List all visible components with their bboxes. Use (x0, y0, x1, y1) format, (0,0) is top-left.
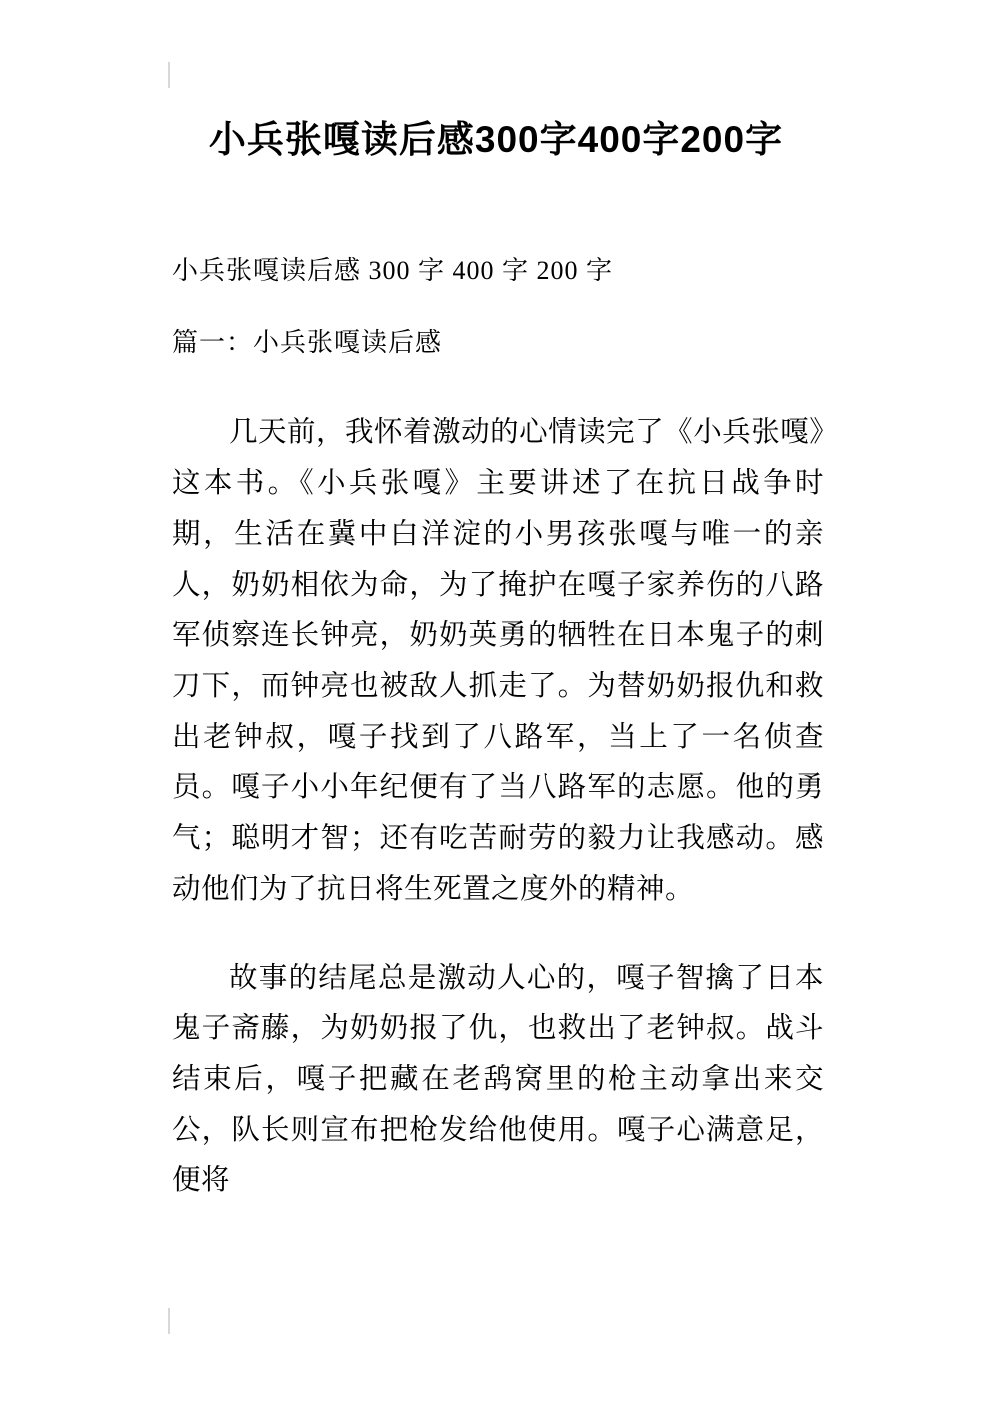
page-title: 小兵张嘎读后感300字400字200字 (208, 119, 784, 160)
section-heading: 篇一：小兵张嘎读后感 (172, 328, 443, 358)
document-body (0, 258, 992, 1207)
body-paragraph-2: 故事的结尾总是激动人心的，嘎子智擒了日本鬼子斋藤，为奶奶报了仇，也救出了老钟叔。战斗结束后，嘎子把藏在老鸹窝里的枪主动拿出来交公，队长则宣布把枪发给他使用。嘎子心满意足，便将 (172, 962, 824, 1197)
page-edge-mark-top (168, 62, 170, 88)
lead-line: 小兵张嘎读后感 300 字 400 字 200 字 (172, 256, 614, 286)
paragraph-spacer (172, 946, 824, 954)
body-paragraph-1: 几天前，我怀着激动的心情读完了《小兵张嘎》这本书。《小兵张嘎》主要讲述了在抗日战争时期，生活在冀中白洋淀的小男孩张嘎与唯一的亲人，奶奶相依为命，为了掩护在嘎子家养伤的八路军侦察连长钟亮，奶奶英勇的牺牲在日本鬼子的刺刀下，而钟亮也被敌人抓走了。为替奶奶报仇和救出老钟叔，嘎子找到了八路军，当上了一名侦查员。嘎子小小年纪便有了当八路军的志愿。他的勇气；聪明才智；还有吃苦耐劳的毅力让我感动。感动他们为了抗日将生死置之度外的精神。 (172, 417, 824, 905)
page-edge-mark-bottom (168, 1308, 170, 1334)
